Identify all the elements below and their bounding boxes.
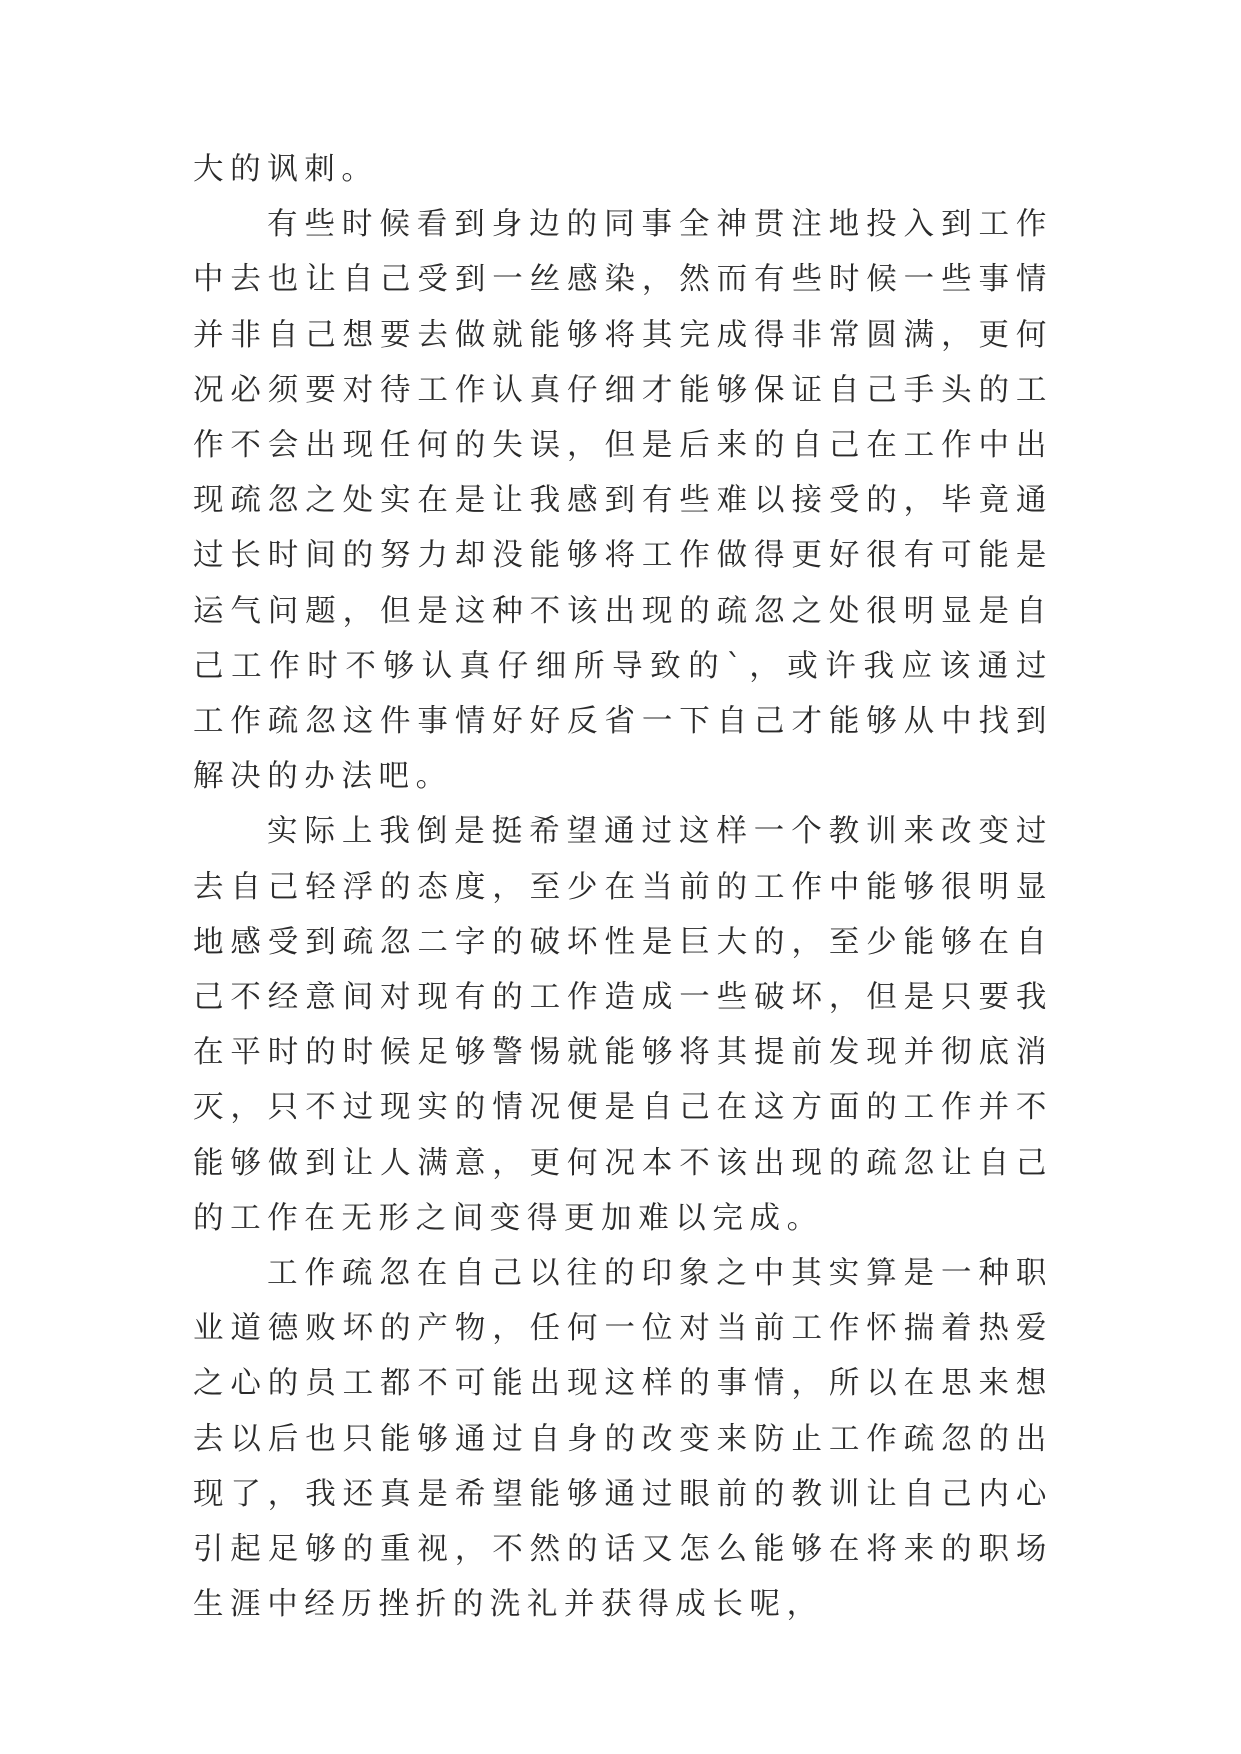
document-page (193, 142, 1053, 1632)
paragraph-continuation: 大的讽刺。 (193, 152, 379, 187)
paragraph-professional-ethics: 工作疏忽在自己以往的印象之中其实算是一种职业道德败坏的产物，任何一位对当前工作怀揣着热爱之心的员工都不可能出现这样的事情，所以在思来想去以后也只能够通过自身的改变来防止工作疏忽的出现了，我还真是希望能够通过眼前的教训让自己内心引起足够的重视，不然的话又怎么能够在将来的职场生涯中经历挫折的洗礼并获得成长呢， (193, 1256, 1053, 1623)
paragraph-lesson-attitude: 实际上我倒是挺希望通过这样一个教训来改变过去自己轻浮的态度，至少在当前的工作中能够很明显地感受到疏忽二字的破坏性是巨大的，至少能够在自己不经意间对现有的工作造成一些破坏，但是只要我在平时的时候足够警惕就能够将其提前发现并彻底消灭，只不过现实的情况便是自己在这方面的工作并不能够做到让人满意，更何况本不该出现的疏忽让自己的工作在无形之间变得更加难以完成。 (193, 814, 1053, 1236)
paragraph-coworkers-focus: 有些时候看到身边的同事全神贯注地投入到工作中去也让自己受到一丝感染，然而有些时候一些事情并非自己想要去做就能够将其完成得非常圆满，更何况必须要对待工作认真仔细才能够保证自己手头的工作不会出现任何的失误，但是后来的自己在工作中出现疏忽之处实在是让我感到有些难以接受的，毕竟通过长时间的努力却没能够将工作做得更好很有可能是运气问题，但是这种不该出现的疏忽之处很明显是自己工作时不够认真仔细所导致的`，或许我应该通过工作疏忽这件事情好好反省一下自己才能够从中找到解决的办法吧。 (193, 207, 1053, 795)
